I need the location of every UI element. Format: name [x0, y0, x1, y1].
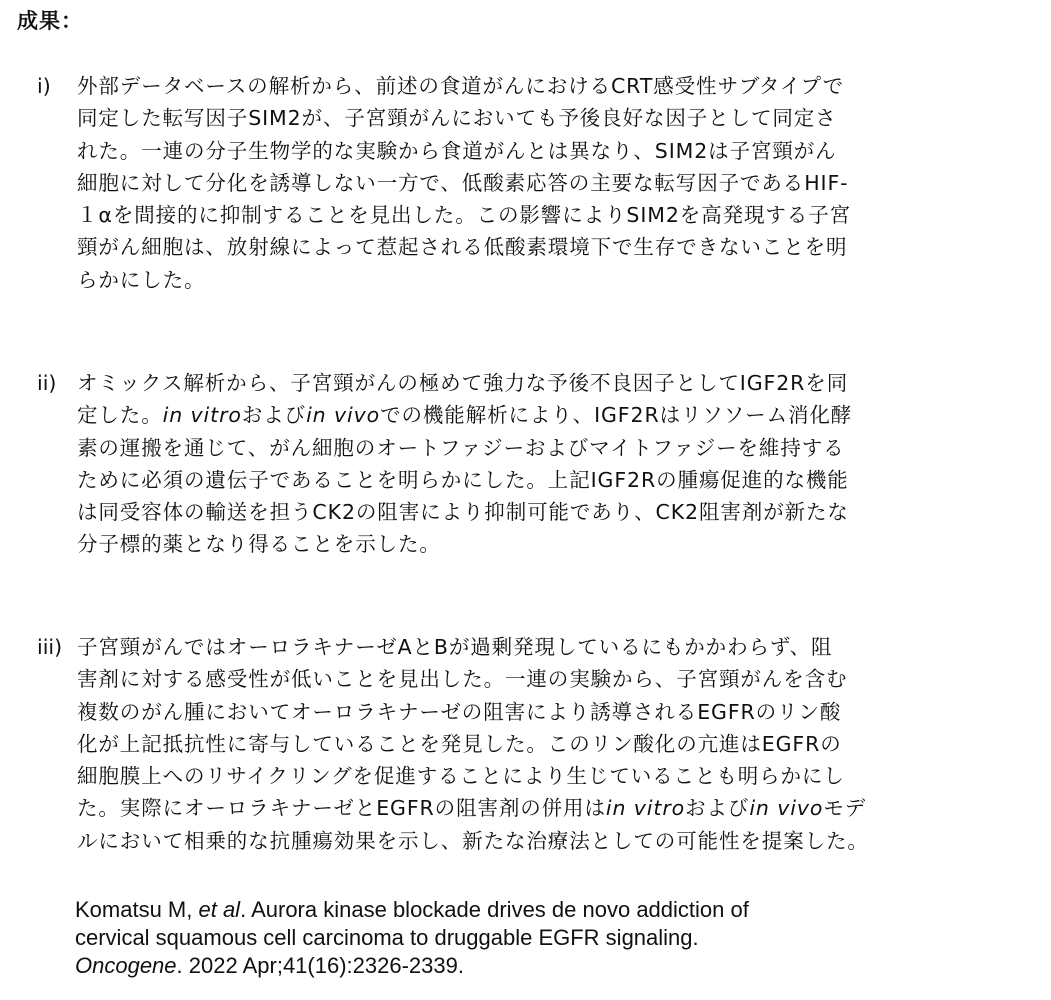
text-segment: らかにした。	[77, 267, 206, 292]
section-heading: 成果：	[17, 9, 83, 33]
italic-segment: in vivo	[749, 796, 824, 821]
italic-segment: in vitro	[162, 403, 242, 428]
body-line	[77, 663, 1047, 695]
body-line	[77, 825, 1047, 857]
reference-line	[75, 952, 1045, 980]
text-segment: オミックス解析から、子宮頸がんの極めて強力な予後不良因子としてIGF2Rを同	[77, 371, 849, 395]
body-line	[77, 464, 1047, 496]
text-segment: 細胞膜上へのリサイクリングを促進することにより生じていることも明らかにし	[77, 764, 845, 789]
reference-line	[75, 896, 1045, 924]
text-segment: 複数のがん腫においてオーロラキナーゼの阻害により誘導されるEGFRのリン酸	[77, 699, 842, 724]
italic-segment: Oncogene	[75, 953, 177, 978]
text-segment: 定した。	[77, 403, 163, 428]
body-line	[77, 432, 1047, 464]
text-segment: Komatsu M,	[75, 897, 199, 922]
body-line	[77, 496, 1047, 528]
body-line	[77, 631, 1047, 663]
text-segment: れた。一連の分子生物学的な実験から食道がんとは異なり、SIM2は子宮頸がん	[77, 138, 837, 163]
body-line	[77, 399, 1047, 431]
italic-segment: in vivo	[306, 403, 381, 428]
body-line	[77, 696, 1047, 728]
item-marker: ii)	[37, 371, 57, 395]
item-body	[77, 70, 1047, 296]
text-segment: 子宮頸がんではオーロラキナーゼAとBが過剰発現しているにもかかわらず、阻	[77, 635, 833, 659]
text-segment: および	[685, 796, 750, 821]
item-marker: iii)	[37, 635, 63, 659]
item-body	[77, 367, 1047, 561]
text-segment: 化が上記抵抗性に寄与していることを発見した。このリン酸化の亢進はEGFRの	[77, 731, 842, 756]
item-marker: i)	[37, 74, 51, 98]
body-line	[77, 135, 1047, 167]
text-segment: 害剤に対する感受性が低いことを見出した。一連の実験から、子宮頸がんを含む	[77, 667, 848, 692]
text-segment: . 2022 Apr;41(16):2326-2339.	[176, 953, 464, 978]
text-segment: モデ	[823, 796, 867, 821]
reference-line	[75, 924, 1045, 952]
text-segment: および	[241, 403, 307, 428]
text-segment: ルにおいて相乗的な抗腫瘍効果を示し、新たな治療法としての可能性を提案した。	[77, 828, 869, 853]
italic-segment: in vitro	[605, 796, 686, 821]
text-segment: た。実際にオーロラキナーゼとEGFRの阻害剤の併用は	[77, 796, 606, 821]
text-segment: 頸がん細胞は、放射線によって惹起される低酸素環境下で生存できないことを明	[77, 235, 848, 260]
italic-segment: et al	[198, 897, 241, 922]
text-segment: 分子標的薬となり得ることを示した。	[77, 532, 441, 557]
body-line	[77, 199, 1047, 231]
text-segment: 外部データベースの解析から、前述の食道がんにおけるCRT感受性サブタイプで	[77, 74, 845, 98]
text-segment: ために必須の遺伝子であることを明らかにした。上記IGF2Rの腫瘍促進的な機能	[77, 467, 849, 492]
reference-citation	[75, 896, 1045, 980]
text-segment: . Aurora kinase blockade drives de novo addiction of	[240, 897, 749, 922]
body-line	[77, 70, 1047, 102]
text-segment: での機能解析により、IGF2Rはリソソーム消化酵	[380, 403, 853, 428]
text-segment: 素の運搬を通じて、がん細胞のオートファジーおよびマイトファジーを維持する	[77, 435, 845, 460]
body-line	[77, 728, 1047, 760]
text-segment: 同定した転写因子SIM2が、子宮頸がんにおいても予後良好な因子として同定さ	[77, 106, 837, 131]
body-line	[77, 231, 1047, 263]
item-body	[77, 631, 1047, 857]
body-line	[77, 792, 1047, 824]
body-line	[77, 760, 1047, 792]
text-segment: cervical squamous cell carcinoma to druggable EGFR signaling.	[75, 925, 699, 950]
body-line	[77, 264, 1047, 296]
body-line	[77, 367, 1047, 399]
text-segment: 細胞に対して分化を誘導しない一方で、低酸素応答の主要な転写因子であるHIF-	[77, 170, 849, 195]
body-line	[77, 102, 1047, 134]
body-line	[77, 167, 1047, 199]
text-segment: １αを間接的に抑制することを見出した。この影響によりSIM2を高発現する子宮	[77, 203, 851, 228]
text-segment: は同受容体の輸送を担うCK2の阻害により抑制可能であり、CK2阻害剤が新たな	[77, 500, 849, 525]
body-line	[77, 528, 1047, 560]
